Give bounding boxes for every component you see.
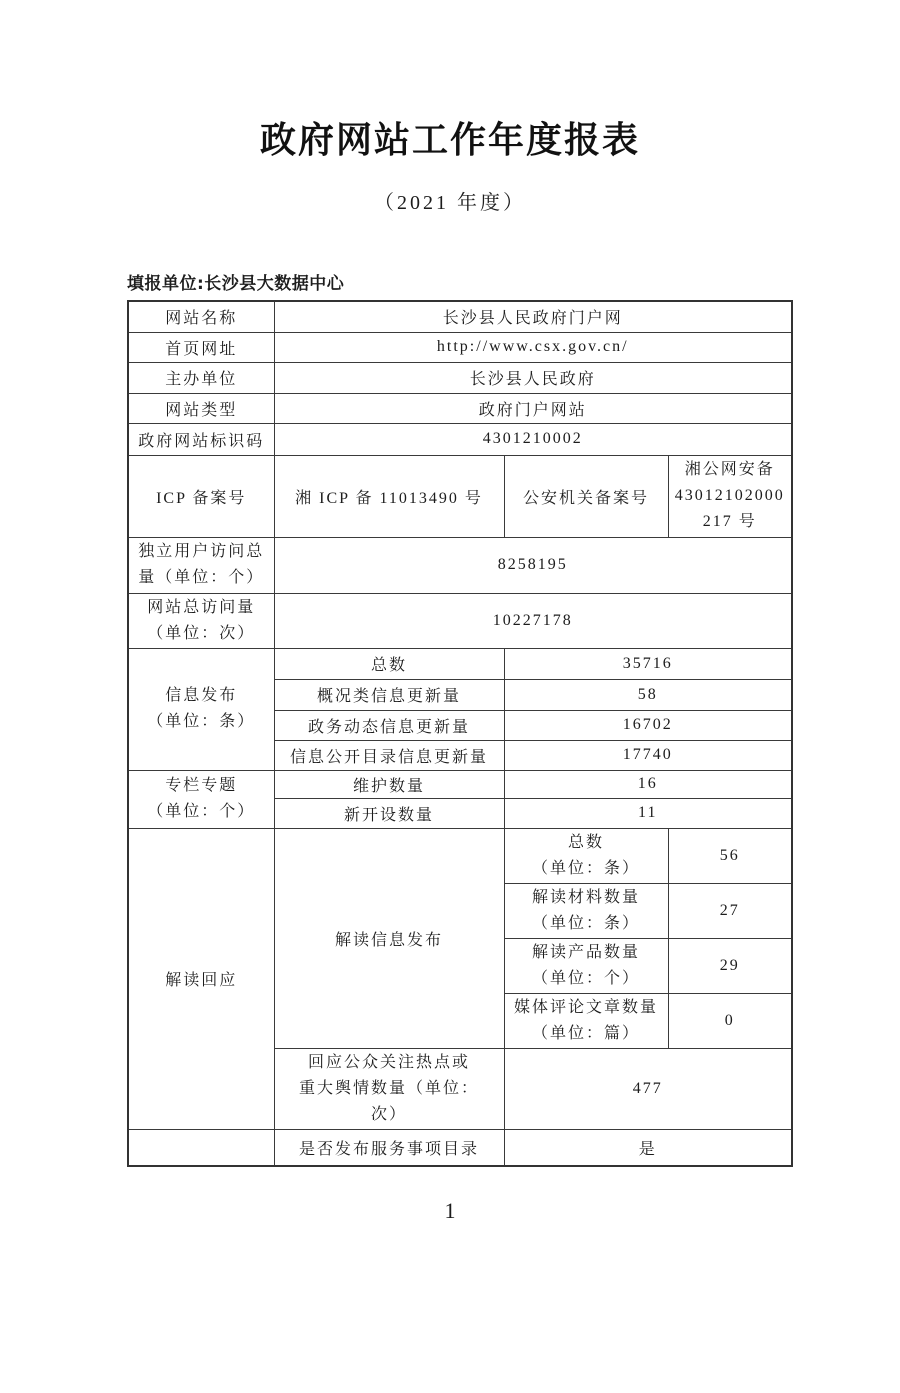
open-directory-update-value: 17740 — [504, 740, 792, 770]
info-publish-total-label: 总数 — [274, 648, 504, 679]
table-row — [128, 770, 792, 798]
organizer-value: 长沙县人民政府 — [274, 362, 792, 393]
new-count-value: 11 — [504, 798, 792, 828]
unique-visitors-value: 8258195 — [274, 537, 792, 593]
website-name-label: 网站名称 — [128, 301, 274, 332]
unique-visitors-label: 独立用户访问总 量（单位：个） — [128, 537, 274, 593]
info-publish-total-value: 35716 — [504, 648, 792, 679]
total-visits-value: 10227178 — [274, 593, 792, 648]
reporting-unit-label: 填报单位:长沙县大数据中心 — [127, 274, 345, 294]
table-row — [128, 1129, 792, 1166]
website-name-value: 长沙县人民政府门户网 — [274, 301, 792, 332]
organizer-label: 主办单位 — [128, 362, 274, 393]
maintained-count-value: 16 — [504, 770, 792, 798]
homepage-url-label: 首页网址 — [128, 332, 274, 362]
table-row — [128, 828, 792, 883]
homepage-url-value: http://www.csx.gov.cn/ — [274, 332, 792, 362]
icp-record-label: ICP 备案号 — [128, 455, 274, 537]
hotspot-response-value: 477 — [504, 1048, 792, 1129]
total-visits-label: 网站总访问量 （单位：次） — [128, 593, 274, 648]
table-row — [128, 455, 792, 537]
police-record-value — [668, 455, 792, 537]
annual-report-table — [127, 300, 793, 1167]
overview-update-value: 58 — [504, 679, 792, 710]
gov-news-update-label: 政务动态信息更新量 — [274, 710, 504, 740]
table-row — [128, 537, 792, 593]
website-type-value: 政府门户网站 — [274, 393, 792, 423]
interpretation-publish-label: 解读信息发布 — [274, 828, 504, 1048]
new-count-label: 新开设数量 — [274, 798, 504, 828]
site-code-label: 政府网站标识码 — [128, 423, 274, 455]
interpretation-total-label: 总数 （单位：条） — [504, 828, 668, 883]
table-row — [128, 423, 792, 455]
interpretation-material-value: 27 — [668, 883, 792, 938]
page-subtitle: （2021 年度） — [374, 192, 526, 214]
interpretation-product-value: 29 — [668, 938, 792, 993]
info-publish-group-label: 信息发布 （单位：条） — [128, 648, 274, 770]
service-catalog-value: 是 — [504, 1129, 792, 1166]
website-type-label: 网站类型 — [128, 393, 274, 423]
police-record-line: 217 号 — [702, 513, 757, 530]
table-row — [128, 593, 792, 648]
table-row — [128, 301, 792, 332]
hotspot-response-label: 回应公众关注热点或 重大舆情数量（单位： 次） — [274, 1048, 504, 1129]
service-catalog-label: 是否发布服务事项目录 — [274, 1129, 504, 1166]
police-record-line: 43012102000 — [674, 487, 785, 504]
table-row — [128, 648, 792, 679]
interpretation-group-label: 解读回应 — [128, 828, 274, 1129]
table-row — [128, 332, 792, 362]
media-commentary-label: 媒体评论文章数量 （单位：篇） — [504, 993, 668, 1048]
gov-news-update-value: 16702 — [504, 710, 792, 740]
maintained-count-label: 维护数量 — [274, 770, 504, 798]
special-topics-group-label: 专栏专题 （单位：个） — [128, 770, 274, 828]
interpretation-material-label: 解读材料数量 （单位：条） — [504, 883, 668, 938]
page-number: 1 — [444, 1198, 456, 1223]
interpretation-product-label: 解读产品数量 （单位：个） — [504, 938, 668, 993]
media-commentary-value: 0 — [668, 993, 792, 1048]
open-directory-update-label: 信息公开目录信息更新量 — [274, 740, 504, 770]
table-row — [128, 362, 792, 393]
police-record-label: 公安机关备案号 — [504, 455, 668, 537]
site-code-value: 4301210002 — [274, 423, 792, 455]
interpretation-total-value: 56 — [668, 828, 792, 883]
table-row — [128, 393, 792, 423]
police-record-line: 湘公网安备 — [684, 461, 775, 478]
icp-record-value: 湘 ICP 备 11013490 号 — [274, 455, 504, 537]
page-title: 政府网站工作年度报表 — [259, 120, 640, 161]
overview-update-label: 概况类信息更新量 — [274, 679, 504, 710]
empty-cell — [128, 1129, 274, 1166]
